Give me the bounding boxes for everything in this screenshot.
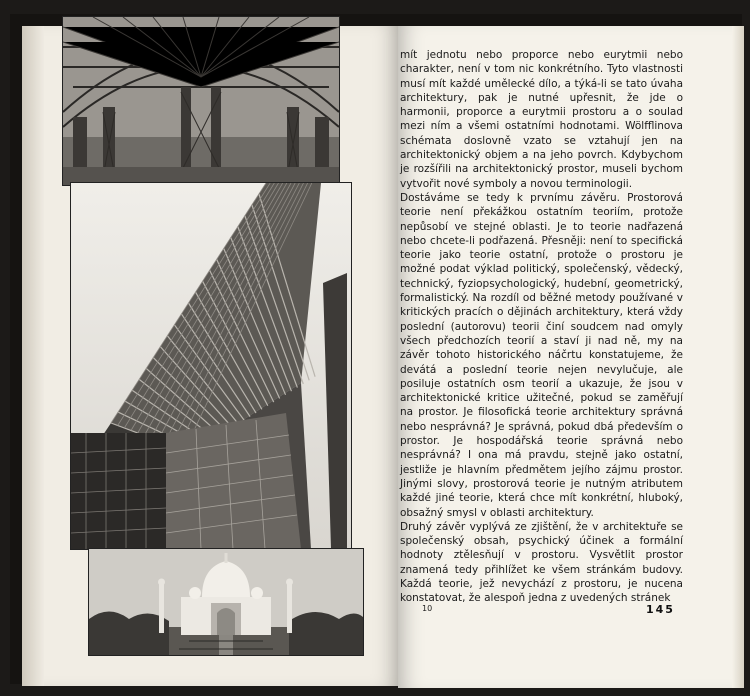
page-edge bbox=[22, 26, 44, 686]
page-edge bbox=[732, 26, 744, 688]
signature-marker: 10 bbox=[422, 604, 433, 613]
page-number: 145 bbox=[646, 603, 675, 616]
paragraph: mít jednotu nebo proporce nebo eurytmii nebo charakter, není v tom nic konkrétního. Tyto vlastnosti musí mít každé umělecké dílo, a týká-li se tato úvaha architektury, pak je nutné upřesnit, že jde o harmonii, proporce a eurytmii prostoru a o soulad mezi ním a všemi ostatními hodnotami. Wölfflinova schémata doslovně vzato se vztahují jen na architektonický objem a na jeho povrch. Kdybychom je rozšířili na architektonický prostor, museli bychom vytvořit nové symboly a novou terminologii. bbox=[400, 49, 683, 190]
iron-hall-photo bbox=[62, 16, 340, 186]
body-text bbox=[400, 48, 683, 606]
paragraph: Druhý závěr vyplývá ze zjištění, že v architektuře se společenský obsah, psychický účinek a formální hodnoty ztělesňují v prostoru. Vysvětlit prostor znamená tedy přihlížet ke všem stránkám budovy. Každá teorie, jež nevychází z prostoru, je nucena konstatovat, že alespoň jedna z uvedených stránek bbox=[400, 520, 683, 605]
skyscraper-photo bbox=[70, 182, 352, 550]
taj-mahal-photo bbox=[88, 548, 364, 656]
paragraph: Dostáváme se tedy k prvnímu závěru. Prostorová teorie není překážkou ostatním teoriím, protože nepůsobí ve stejné oblasti. Je to teorie nadřazená nebo chcete-li podřazená. Přesněji: není to specifická teorie jako teorie ostatní, protože o prostoru je možné podat výklad politický, společenský, vědecký, technický, fyziopsychologický, hudební, geometrický, formalistický. Na rozdíl od běžné metody používané v kritických pracích o dějinách architektury, která vždy poslední (autorovu) teorii činí soudcem nad omyly všech předchozích teorií a staví ji nad ně, my na závěr tohoto historického náčrtu konstatujeme, že devátá a poslední teorie nejen nevylučuje, ale posiluje ostatních osm teorií a ukazuje, že jsou v architektonické kritice užitečné, pokud se zaměřují na prostor. Je filosofická teorie architektury správná nebo nesprávná? Je správná, pokud dbá především o prostor. Je hospodářská teorie správná nebo nesprávná? I ona má pravdu, stejně jako ostatní, jestliže je hlavním předmětem jejího zájmu prostor. Jinými slovy, prostorová teorie je nutným atributem každé jiné teorie, která chce mít konkrétní, hluboký, obsažný smysl v oblasti architektury. bbox=[400, 191, 683, 519]
